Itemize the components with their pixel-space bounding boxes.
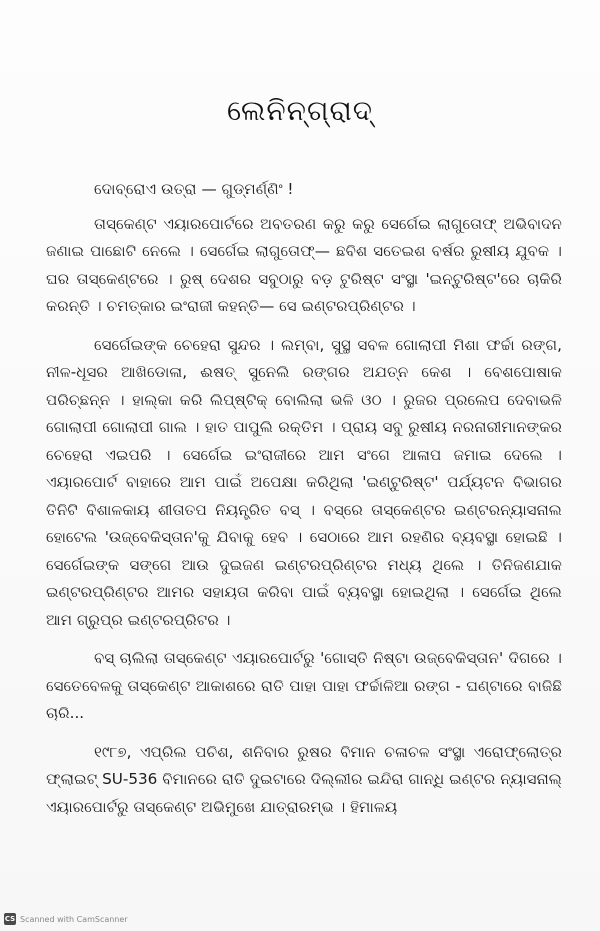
chapter-title: ଲେନିନ୍‌ଗ୍ରାଦ୍ xyxy=(226,94,373,127)
camscanner-watermark xyxy=(4,913,128,925)
body-text xyxy=(46,176,562,832)
paragraph-bus: ବସ୍ ଚାଲିଲା ତାସ୍‌କେଣ୍ଟ ଏୟାରପୋର୍ଟରୁ 'ଗୋସ୍ତି ନିଷ୍ଟା ଉଜ୍‌ବେକିସ୍ତାନ' ଦିଗରେ । ସେତେବେଳକୁ ତାସ୍‌କେଣ୍ଟ ଆକାଶରେ ରାତି ପାହା ପାହା ଫର୍ଚ୍ଚାଳିଆ ରଙ୍ଗ - ଘଣ୍ଟାରେ ବାଜିଛି ଚାରି... xyxy=(46,649,562,722)
paragraph-arrival: ତାସ୍‌କେଣ୍ଟ ଏୟାରପୋର୍ଟରେ ଅବତରଣ କରୁ କରୁ ସେର୍ଗେଇ ଲାଗୁତୋଫ୍ ଅଭିବାଦନ ଜଣାଇ ପାଛୋଟି ନେଲେ । ସେର୍ଗେଇ ଲାଗୁତୋଫ୍— ଛବିଶ ସତେଇଶ ବର୍ଷର ରୁଷୀୟ ଯୁବକ । ଘର ତାସ୍‌କେଣ୍ଟରେ । ରୁଷ୍ ଦେଶର ସବୁଠାରୁ ବଡ଼ ଟୁରିଷ୍ଟ ସଂସ୍ଥା 'ଇନ୍‌ଟୁରିଷ୍ଟ'ରେ ଚାକିରି କରନ୍ତି । ଚମତ୍କାର ଇଂରାଜୀ କହନ୍ତି— ସେ ଇଣ୍ଟରପ୍ରିଣ୍ଟର । xyxy=(46,214,562,315)
paragraph-flight: ୧୯୮୭, ଏପ୍ରିଲ ପଚିଶ, ଶନିବାର ରୁଷର ବିମାନ ଚଳାଚଳ ସଂସ୍ଥା ଏରୋଫ୍ଲୋତ୍‌ର ଫ୍ଲାଇଟ୍ SU-536 ବିମାନରେ ରାତି ଦୁଇଟାରେ ଦିଲ୍ଲୀର ଇନ୍ଦିରା ଗାନ୍ଧି ଇଣ୍ଟର ନ୍ୟାସନାଲ୍ ଏୟାରପୋର୍ଟରୁ ତାସ୍‌କେଣ୍ଟ ଅଭିମୁଖେ ଯାତ୍ରାରମ୍ଭ । ହିମାଳୟ xyxy=(46,742,562,816)
camscanner-logo-icon: CS xyxy=(4,915,16,923)
paragraph-greeting: ଦୋବ୍ରୋଏ ଉତ୍ରା — ଗୁଡ୍‌ମର୍ଣ୍ଣିଂ ! xyxy=(94,180,294,198)
paragraph-description: ସେର୍ଗେଇଙ୍କ ଚେହେରା ସୁନ୍ଦର । ଲମ୍ବା, ସୁସ୍ଥ ସବଳ ଗୋଲାପୀ ମିଶା ଫର୍ଚ୍ଚା ରଙ୍ଗ, ନୀଳ-ଧୂସର ଆଖିଡୋଳା, ଈଷତ୍ ସୁନେଲି ରଙ୍ଗର ଅଯତ୍ନ କେଶ । ବେଶପୋଷାକ ପରିଚ୍ଛନ୍ନ । ହାଲ୍‌କା କରି ଲିପ୍‌ଷ୍ଟିକ୍ ବୋଲିଲା ଭଳି ଓଠ । ରୁଜର ପ୍ରଲେପ ଦେବାଭଳି ଗୋଲାପୀ ଗୋଲାପୀ ଗାଲ । ହାତ ପାପୁଲି ରକ୍ତିମ । ପ୍ରାୟ ସବୁ ରୁଷୀୟ ନରନାରୀମାନଙ୍କର ଚେହେରା ଏଇପରି । ସେର୍ଗେଇ ଇଂରାଜୀରେ ଆମ ସଂଗେ ଆଳାପ ଜମାଇ ଦେଲେ । ଏୟାରପୋର୍ଟ ବାହାରେ ଆମ ପାଇଁ ଅପେକ୍ଷା କରିଥିଲା 'ଇଣ୍ଟୁରିଷ୍ଟ' ପର୍ଯ୍ୟଟନ ବିଭାଗର ତିନିଟି ବିଶାଳକାୟ ଶୀତାତପ ନିୟନ୍ତ୍ରିତ ବସ୍ । ବସ୍‌ରେ ତାସ୍‌କେଣ୍ଟର ଇଣ୍ଟରନ୍ୟାସନାଲ ହୋଟେଲ 'ଉଜ୍‌ବେକିସ୍ତାନ'କୁ ଯିବାକୁ ହେବ । ସେଠାରେ ଆମ ରହଣିର ବ୍ୟବସ୍ଥା ହୋଇଛି । ସେର୍ଗେଇଙ୍କ ସଙ୍ଗେ ଆଉ ଦୁଇଜଣ ଇଣ୍ଟରପ୍ରିଣ୍ଟର ମଧ୍ୟ ଥିଲେ । ତିନିଜଣଯାକ ଇଣ୍ଟରପ୍ରିଣ୍ଟର ଆମର ସହାୟତା କରିବା ପାଇଁ ବ୍ୟବସ୍ଥା ହୋଇଥିଲା । ସେର୍ଗେଇ ଥିଲେ ଆମ ଗ୍ରୁପ୍‌ର ଇଣ୍ଟରପ୍ରିଟର । xyxy=(46,335,562,629)
watermark-text: Scanned with CamScanner xyxy=(20,914,128,924)
